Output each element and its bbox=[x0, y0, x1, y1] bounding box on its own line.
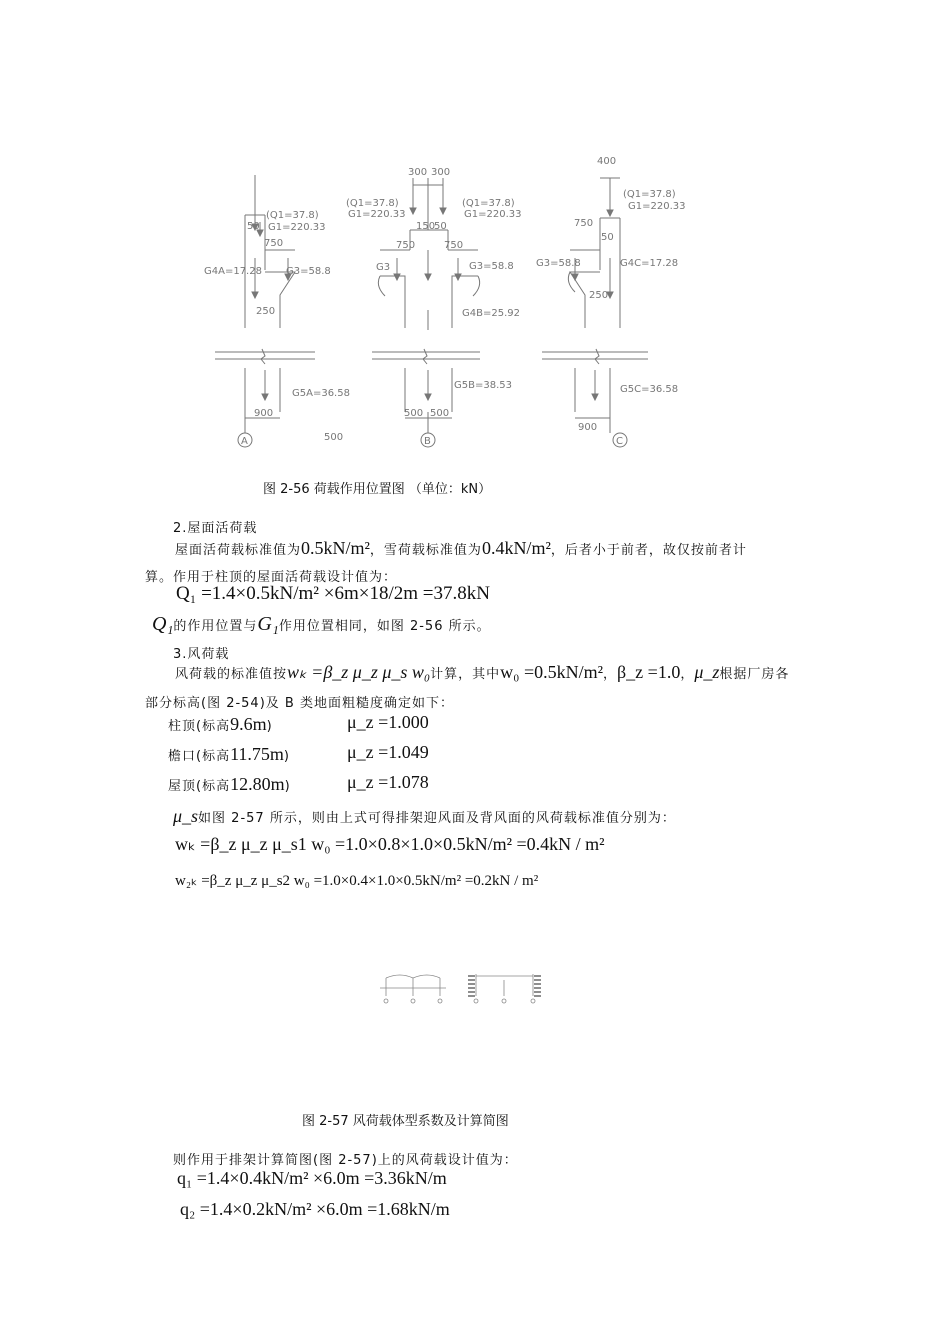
a-g4a-label: G4A=17.28 bbox=[204, 266, 262, 277]
a-g3-label: G3=58.8 bbox=[286, 266, 331, 277]
text-span: ， bbox=[603, 667, 618, 682]
b-g1-left: G1=220.33 bbox=[348, 209, 406, 220]
c-dim-400: 400 bbox=[597, 156, 617, 167]
c-dim-750: 750 bbox=[574, 218, 594, 229]
calculation-sketch bbox=[474, 974, 535, 1003]
c-axis-label: C bbox=[616, 436, 623, 447]
a-g5a-label: G5A=36.58 bbox=[292, 388, 350, 399]
text-span: 屋面活荷载标准值为 bbox=[175, 543, 302, 558]
math-value: 0.4kN/m² bbox=[481, 538, 551, 558]
row-label: 屋顶(标高 bbox=[168, 779, 231, 794]
equation-q1-wind: q₁ =1.4×0.4kN/m² ×6.0m =3.36kN/m bbox=[177, 1168, 447, 1188]
section-2-para-1-cont: 算。作用于柱顶的屋面活荷载设计值为： bbox=[145, 570, 398, 585]
row-height: 9.6m bbox=[230, 714, 267, 734]
text-span: 作用位置相同，如图 2-56 所示。 bbox=[278, 619, 491, 634]
section-2-heading: 2.屋面活荷载 bbox=[173, 521, 258, 536]
c-g3-label: G3=58.8 bbox=[536, 258, 581, 269]
row-label-close: ) bbox=[283, 749, 290, 764]
figure-256-caption: 图 2-56 荷载作用位置图 （单位：kN） bbox=[263, 482, 492, 497]
math-symbol: G₁ bbox=[257, 613, 279, 635]
b-dim-50: 50 bbox=[434, 221, 447, 232]
row-height: 11.75m bbox=[230, 744, 284, 764]
text-span: 计算，其中 bbox=[430, 667, 501, 682]
math-value: β_z =1.0 bbox=[617, 662, 681, 682]
row-height: 12.80m bbox=[230, 774, 285, 794]
section-3-heading: 3.风荷载 bbox=[173, 647, 230, 662]
math-symbol: μ_z bbox=[694, 662, 720, 682]
a-dim-50: 50 bbox=[247, 221, 260, 232]
b-q1-left: (Q1=37.8) bbox=[346, 198, 399, 209]
row-label: 檐口(标高 bbox=[168, 749, 231, 764]
section-2-para-2 bbox=[152, 613, 491, 636]
equation-q1-roof: Q₁ =1.4×0.5kN/m² ×6m×18/2m =37.8kN bbox=[176, 583, 490, 604]
text-span: 风荷载的标准值按 bbox=[175, 667, 288, 682]
a-dim-250: 250 bbox=[256, 306, 276, 317]
diagram-c bbox=[542, 178, 648, 447]
figure-257-caption: 图 2-57 风荷载体型系数及计算简图 bbox=[302, 1114, 509, 1129]
height-row-roof bbox=[168, 774, 291, 795]
a-q1-label: (Q1=37.8) bbox=[266, 210, 319, 221]
b-g5b-label: G5B=38.53 bbox=[454, 380, 512, 391]
text-span: 的作用位置与 bbox=[173, 619, 258, 634]
b-dim-750a: 750 bbox=[396, 240, 416, 251]
mu-value-roof: μ_z =1.078 bbox=[347, 772, 429, 792]
b-g1-right: G1=220.33 bbox=[464, 209, 522, 220]
b-g4b-label: G4B=25.92 bbox=[462, 308, 520, 319]
text-span: ，雪荷载标准值为 bbox=[369, 543, 482, 558]
text-span: ， bbox=[680, 667, 695, 682]
design-intro: 则作用于排架计算简图(图 2-57)上的风荷载设计值为： bbox=[173, 1153, 518, 1168]
wind-arrows bbox=[468, 976, 541, 996]
equation-q2-wind: q₂ =1.4×0.2kN/m² ×6.0m =1.68kN/m bbox=[180, 1199, 450, 1219]
a-g1-label: G1=220.33 bbox=[268, 222, 326, 233]
a-note-500: 500 bbox=[324, 432, 344, 443]
section-3-para-1-cont: 部分标高(图 2-54)及 B 类地面粗糙度确定如下： bbox=[145, 696, 454, 711]
height-row-eaves bbox=[168, 744, 290, 765]
math-formula: wₖ =β_z μ_z μ_s w₀ bbox=[287, 662, 431, 682]
b-dim-500a: 500 bbox=[404, 408, 424, 419]
c-dim-250: 250 bbox=[589, 290, 609, 301]
text-span: 如图 2-57 所示，则由上式可得排架迎风面及背风面的风荷载标准值分别为： bbox=[198, 811, 676, 826]
mu-value-eaves: μ_z =1.049 bbox=[347, 742, 429, 762]
c-dim-900: 900 bbox=[578, 422, 598, 433]
c-g5c-label: G5C=36.58 bbox=[620, 384, 679, 395]
b-dim-150: 150 bbox=[416, 221, 436, 232]
row-label-close: ) bbox=[266, 719, 273, 734]
c-g4c-label: G4C=17.28 bbox=[620, 258, 679, 269]
mus-symbol: μ_s bbox=[173, 806, 199, 826]
b-g3-right: G3=58.8 bbox=[469, 261, 514, 272]
mu-value-column-top: μ_z =1.000 bbox=[347, 712, 429, 732]
equation-wk: wₖ =β_z μ_z μ_s1 w₀ =1.0×0.8×1.0×0.5kN/m² =0.4kN / m² bbox=[175, 834, 605, 854]
math-symbol: Q₁ bbox=[152, 613, 174, 635]
b-q1-right: (Q1=37.8) bbox=[462, 198, 515, 209]
math-value: 0.5kN/m² bbox=[301, 538, 370, 558]
c-g1-label: G1=220.33 bbox=[628, 201, 686, 212]
b-axis-label: B bbox=[424, 436, 431, 447]
math-value: w₀ =0.5kN/m² bbox=[500, 662, 603, 682]
text-span: 根据厂房各 bbox=[719, 667, 790, 682]
row-label: 柱顶(标高 bbox=[168, 719, 231, 734]
b-dim-300a: 300 bbox=[408, 167, 428, 178]
wind-load-figure bbox=[378, 970, 548, 1010]
text-span: ，后者小于前者，故仅按前者计 bbox=[550, 543, 747, 558]
section-3-para-1 bbox=[175, 662, 789, 683]
b-dim-750b: 750 bbox=[444, 240, 464, 251]
b-dim-500b: 500 bbox=[430, 408, 450, 419]
equation-w2k: w₂ₖ =β_z μ_z μ_s2 w₀ =1.0×0.4×1.0×0.5kN/m² =0.2kN / m² bbox=[175, 873, 539, 889]
c-dim-50: 50 bbox=[601, 232, 614, 243]
a-dim-900: 900 bbox=[254, 408, 274, 419]
b-dim-300b: 300 bbox=[431, 167, 451, 178]
load-position-figure bbox=[190, 150, 690, 460]
c-q1-label: (Q1=37.8) bbox=[623, 189, 676, 200]
a-axis-label: A bbox=[241, 436, 248, 447]
mus-paragraph bbox=[173, 806, 676, 827]
b-g3-left: G3 bbox=[376, 262, 391, 273]
shape-coefficient-sketch bbox=[380, 975, 446, 1003]
section-2-para-1 bbox=[175, 538, 747, 559]
height-row-column-top bbox=[168, 714, 273, 735]
a-dim-750: 750 bbox=[264, 238, 284, 249]
row-label-close: ) bbox=[284, 779, 291, 794]
